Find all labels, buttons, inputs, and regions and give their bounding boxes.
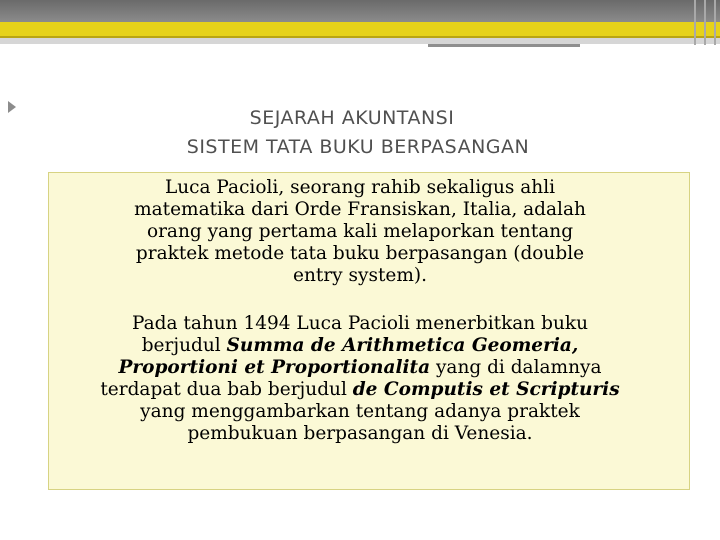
paragraph-summa (40, 313, 680, 445)
chapter-title: de Computis et Scripturis (352, 379, 620, 400)
slide-title-line2: SISTEM TATA BUKU BERPASANGAN (186, 136, 530, 158)
header-light-strip (0, 38, 720, 44)
paragraph-line: entry system). (293, 265, 427, 286)
paragraph-line: yang menggambarkan tentang adanya praktek (140, 401, 580, 422)
paragraph-line: praktek metode tata buku berpasangan (double (135, 243, 585, 264)
paragraph-line: Pada tahun 1494 Luca Pacioli menerbitkan buku (131, 313, 588, 334)
header-yellow-bar (0, 22, 720, 36)
header-corner-lines (690, 0, 720, 45)
book-title: Summa de Arithmetica Geomeria, (226, 335, 579, 356)
slide-title-line1: SEJARAH AKUNTANSI (249, 107, 455, 129)
paragraph-line: matematika dari Orde Fransiskan, Italia, adalah (134, 199, 586, 220)
paragraph-line: pembukuan berpasangan di Venesia. (187, 423, 533, 444)
paragraph-line (40, 335, 680, 357)
paragraph-text: terdapat dua bab berjudul (100, 379, 353, 400)
paragraph-text: yang di dalamnya (430, 357, 602, 378)
paragraph-line (40, 379, 680, 401)
paragraph-line: Luca Pacioli, seorang rahib sekaligus ahli (164, 177, 556, 198)
paragraph-pacioli-intro (40, 177, 680, 287)
paragraph-line: orang yang pertama kali melaporkan tentang (146, 221, 574, 242)
header-grey-bar (0, 0, 720, 22)
paragraph-text: berjudul (141, 335, 227, 356)
header-accent-line (428, 44, 580, 47)
book-title-continued: Proportioni et Proportionalita (118, 357, 431, 378)
paragraph-line (40, 357, 680, 379)
